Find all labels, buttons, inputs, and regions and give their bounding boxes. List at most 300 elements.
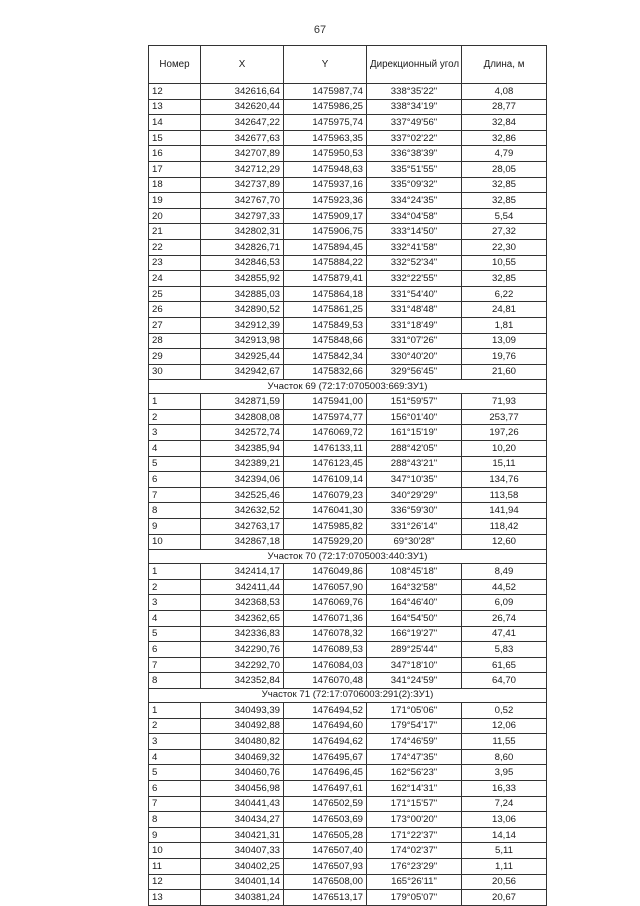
- point-number-cell: 15: [149, 130, 201, 146]
- length-cell: 141,94: [462, 503, 547, 519]
- y-coordinate-cell: 1476494,52: [284, 702, 367, 718]
- x-coordinate-cell: 342846,53: [201, 255, 284, 271]
- point-number-cell: 22: [149, 239, 201, 255]
- y-coordinate-cell: 1476508,00: [284, 874, 367, 890]
- direction-angle-cell: 171°22'37": [367, 827, 462, 843]
- point-number-cell: 8: [149, 503, 201, 519]
- y-coordinate-cell: 1476079,23: [284, 487, 367, 503]
- page-number: 67: [313, 24, 327, 36]
- length-cell: 32,86: [462, 130, 547, 146]
- x-coordinate-cell: 342867,18: [201, 534, 284, 550]
- x-coordinate-cell: 342362,65: [201, 611, 284, 627]
- point-number-cell: 14: [149, 115, 201, 131]
- coordinates-table: [148, 45, 547, 906]
- y-coordinate-cell: 1475848,66: [284, 333, 367, 349]
- length-cell: 26,74: [462, 611, 547, 627]
- y-coordinate-cell: 1476494,60: [284, 718, 367, 734]
- point-number-cell: 17: [149, 161, 201, 177]
- x-coordinate-cell: 342890,52: [201, 302, 284, 318]
- length-cell: 28,05: [462, 161, 547, 177]
- direction-angle-cell: 164°46'40": [367, 595, 462, 611]
- point-number-cell: 26: [149, 302, 201, 318]
- y-coordinate-cell: 1475963,35: [284, 130, 367, 146]
- direction-angle-cell: 165°26'11": [367, 874, 462, 890]
- x-coordinate-cell: 340421,31: [201, 827, 284, 843]
- x-coordinate-cell: 342802,31: [201, 224, 284, 240]
- point-number-cell: 2: [149, 409, 201, 425]
- table-row: [149, 99, 547, 115]
- table-row: [149, 734, 547, 750]
- length-cell: 1,11: [462, 858, 547, 874]
- length-cell: 6,22: [462, 286, 547, 302]
- point-number-cell: 21: [149, 224, 201, 240]
- length-cell: 24,81: [462, 302, 547, 318]
- y-coordinate-cell: 1475974,77: [284, 409, 367, 425]
- table-row: [149, 224, 547, 240]
- direction-angle-cell: 288°42'05": [367, 441, 462, 457]
- direction-angle-cell: 162°14'31": [367, 780, 462, 796]
- table-row: [149, 487, 547, 503]
- point-number-cell: 18: [149, 177, 201, 193]
- direction-angle-cell: 336°38'39": [367, 146, 462, 162]
- table-row: [149, 626, 547, 642]
- x-coordinate-cell: 342808,08: [201, 409, 284, 425]
- x-coordinate-cell: 342385,94: [201, 441, 284, 457]
- y-coordinate-cell: 1475884,22: [284, 255, 367, 271]
- section-title-row: [149, 550, 547, 564]
- direction-angle-cell: 347°10'35": [367, 472, 462, 488]
- x-coordinate-cell: 342368,53: [201, 595, 284, 611]
- x-coordinate-cell: 342616,64: [201, 84, 284, 100]
- point-number-cell: 5: [149, 765, 201, 781]
- y-coordinate-cell: 1475842,34: [284, 349, 367, 365]
- table-row: [149, 394, 547, 410]
- table-row: [149, 579, 547, 595]
- length-cell: 12,60: [462, 534, 547, 550]
- y-coordinate-cell: 1476497,61: [284, 780, 367, 796]
- y-coordinate-cell: 1476070,48: [284, 673, 367, 689]
- direction-angle-cell: 151°59'57": [367, 394, 462, 410]
- point-number-cell: 9: [149, 519, 201, 535]
- x-coordinate-cell: 340460,76: [201, 765, 284, 781]
- table-row: [149, 130, 547, 146]
- x-coordinate-cell: 342912,39: [201, 317, 284, 333]
- length-cell: 15,11: [462, 456, 547, 472]
- section-title: Участок 71 (72:17:0706003:291(2):ЗУ1): [149, 688, 547, 702]
- table-row: [149, 286, 547, 302]
- table-row: [149, 519, 547, 535]
- length-cell: 1,81: [462, 317, 547, 333]
- y-coordinate-cell: 1475948,63: [284, 161, 367, 177]
- direction-angle-cell: 341°24'59": [367, 673, 462, 689]
- length-cell: 10,20: [462, 441, 547, 457]
- point-number-cell: 23: [149, 255, 201, 271]
- direction-angle-cell: 156°01'40": [367, 409, 462, 425]
- point-number-cell: 27: [149, 317, 201, 333]
- y-coordinate-cell: 1476494,62: [284, 734, 367, 750]
- point-number-cell: 3: [149, 734, 201, 750]
- y-coordinate-cell: 1476123,45: [284, 456, 367, 472]
- header-x: X: [201, 46, 284, 84]
- table-row: [149, 657, 547, 673]
- length-cell: 19,76: [462, 349, 547, 365]
- direction-angle-cell: 108°45'18": [367, 564, 462, 580]
- y-coordinate-cell: 1476496,45: [284, 765, 367, 781]
- direction-angle-cell: 331°18'49": [367, 317, 462, 333]
- y-coordinate-cell: 1476503,69: [284, 812, 367, 828]
- y-coordinate-cell: 1475861,25: [284, 302, 367, 318]
- length-cell: 21,60: [462, 364, 547, 380]
- y-coordinate-cell: 1476495,67: [284, 749, 367, 765]
- length-cell: 4,08: [462, 84, 547, 100]
- y-coordinate-cell: 1476502,59: [284, 796, 367, 812]
- y-coordinate-cell: 1475909,17: [284, 208, 367, 224]
- length-cell: 4,79: [462, 146, 547, 162]
- table-row: [149, 239, 547, 255]
- table-row: [149, 84, 547, 100]
- point-number-cell: 10: [149, 843, 201, 859]
- length-cell: 28,77: [462, 99, 547, 115]
- table-row: [149, 441, 547, 457]
- length-cell: 3,95: [462, 765, 547, 781]
- y-coordinate-cell: 1475975,74: [284, 115, 367, 131]
- x-coordinate-cell: 342707,89: [201, 146, 284, 162]
- table-row: [149, 333, 547, 349]
- point-number-cell: 12: [149, 84, 201, 100]
- point-number-cell: 12: [149, 874, 201, 890]
- direction-angle-cell: 338°34'19": [367, 99, 462, 115]
- y-coordinate-cell: 1475929,20: [284, 534, 367, 550]
- table-row: [149, 812, 547, 828]
- length-cell: 27,32: [462, 224, 547, 240]
- direction-angle-cell: 174°46'59": [367, 734, 462, 750]
- direction-angle-cell: 289°25'44": [367, 642, 462, 658]
- length-cell: 5,83: [462, 642, 547, 658]
- point-number-cell: 2: [149, 579, 201, 595]
- x-coordinate-cell: 342620,44: [201, 99, 284, 115]
- table-row: [149, 564, 547, 580]
- header-y: Y: [284, 46, 367, 84]
- direction-angle-cell: 338°35'22": [367, 84, 462, 100]
- y-coordinate-cell: 1476049,86: [284, 564, 367, 580]
- table-row: [149, 890, 547, 906]
- direction-angle-cell: 334°24'35": [367, 193, 462, 209]
- direction-angle-cell: 174°47'35": [367, 749, 462, 765]
- point-number-cell: 29: [149, 349, 201, 365]
- point-number-cell: 6: [149, 472, 201, 488]
- direction-angle-cell: 174°02'37": [367, 843, 462, 859]
- x-coordinate-cell: 342797,33: [201, 208, 284, 224]
- x-coordinate-cell: 340492,88: [201, 718, 284, 734]
- table-row: [149, 843, 547, 859]
- table-row: [149, 827, 547, 843]
- point-number-cell: 7: [149, 796, 201, 812]
- point-number-cell: 6: [149, 780, 201, 796]
- x-coordinate-cell: 342913,98: [201, 333, 284, 349]
- direction-angle-cell: 331°54'40": [367, 286, 462, 302]
- x-coordinate-cell: 342767,70: [201, 193, 284, 209]
- x-coordinate-cell: 342414,17: [201, 564, 284, 580]
- x-coordinate-cell: 342647,22: [201, 115, 284, 131]
- table-row: [149, 718, 547, 734]
- point-number-cell: 13: [149, 890, 201, 906]
- length-cell: 118,42: [462, 519, 547, 535]
- table-row: [149, 534, 547, 550]
- point-number-cell: 5: [149, 456, 201, 472]
- length-cell: 44,52: [462, 579, 547, 595]
- point-number-cell: 8: [149, 673, 201, 689]
- point-number-cell: 19: [149, 193, 201, 209]
- x-coordinate-cell: 342292,70: [201, 657, 284, 673]
- x-coordinate-cell: 342336,83: [201, 626, 284, 642]
- y-coordinate-cell: 1475986,25: [284, 99, 367, 115]
- direction-angle-cell: 332°22'55": [367, 271, 462, 287]
- point-number-cell: 16: [149, 146, 201, 162]
- x-coordinate-cell: 342712,29: [201, 161, 284, 177]
- y-coordinate-cell: 1476507,93: [284, 858, 367, 874]
- direction-angle-cell: 171°15'57": [367, 796, 462, 812]
- y-coordinate-cell: 1475906,75: [284, 224, 367, 240]
- table-row: [149, 472, 547, 488]
- point-number-cell: 11: [149, 858, 201, 874]
- y-coordinate-cell: 1476084,03: [284, 657, 367, 673]
- point-number-cell: 9: [149, 827, 201, 843]
- table-row: [149, 858, 547, 874]
- point-number-cell: 5: [149, 626, 201, 642]
- point-number-cell: 4: [149, 611, 201, 627]
- direction-angle-cell: 162°56'23": [367, 765, 462, 781]
- table-row: [149, 456, 547, 472]
- point-number-cell: 28: [149, 333, 201, 349]
- x-coordinate-cell: 340402,25: [201, 858, 284, 874]
- x-coordinate-cell: 342942,67: [201, 364, 284, 380]
- y-coordinate-cell: 1475923,36: [284, 193, 367, 209]
- table-row: [149, 673, 547, 689]
- point-number-cell: 25: [149, 286, 201, 302]
- y-coordinate-cell: 1476133,11: [284, 441, 367, 457]
- direction-angle-cell: 164°54'50": [367, 611, 462, 627]
- x-coordinate-cell: 340434,27: [201, 812, 284, 828]
- x-coordinate-cell: 342411,44: [201, 579, 284, 595]
- direction-angle-cell: 329°56'45": [367, 364, 462, 380]
- point-number-cell: 10: [149, 534, 201, 550]
- point-number-cell: 2: [149, 718, 201, 734]
- x-coordinate-cell: 342763,17: [201, 519, 284, 535]
- x-coordinate-cell: 342525,46: [201, 487, 284, 503]
- y-coordinate-cell: 1475832,66: [284, 364, 367, 380]
- point-number-cell: 8: [149, 812, 201, 828]
- length-cell: 197,26: [462, 425, 547, 441]
- direction-angle-cell: 171°05'06": [367, 702, 462, 718]
- point-number-cell: 20: [149, 208, 201, 224]
- x-coordinate-cell: 340456,98: [201, 780, 284, 796]
- direction-angle-cell: 331°07'26": [367, 333, 462, 349]
- direction-angle-cell: 333°14'50": [367, 224, 462, 240]
- point-number-cell: 4: [149, 749, 201, 765]
- point-number-cell: 30: [149, 364, 201, 380]
- x-coordinate-cell: 340469,32: [201, 749, 284, 765]
- direction-angle-cell: 331°26'14": [367, 519, 462, 535]
- table-row: [149, 255, 547, 271]
- length-cell: 32,85: [462, 271, 547, 287]
- y-coordinate-cell: 1475849,53: [284, 317, 367, 333]
- direction-angle-cell: 337°02'22": [367, 130, 462, 146]
- length-cell: 16,33: [462, 780, 547, 796]
- x-coordinate-cell: 342925,44: [201, 349, 284, 365]
- length-cell: 47,41: [462, 626, 547, 642]
- section-title-row: [149, 688, 547, 702]
- table-row: [149, 595, 547, 611]
- table-row: [149, 874, 547, 890]
- direction-angle-cell: 337°49'56": [367, 115, 462, 131]
- header-length: Длина, м: [462, 46, 547, 84]
- table-row: [149, 193, 547, 209]
- y-coordinate-cell: 1476069,72: [284, 425, 367, 441]
- direction-angle-cell: 179°05'07": [367, 890, 462, 906]
- length-cell: 32,84: [462, 115, 547, 131]
- y-coordinate-cell: 1476505,28: [284, 827, 367, 843]
- length-cell: 5,11: [462, 843, 547, 859]
- length-cell: 134,76: [462, 472, 547, 488]
- length-cell: 13,09: [462, 333, 547, 349]
- length-cell: 253,77: [462, 409, 547, 425]
- direction-angle-cell: 347°18'10": [367, 657, 462, 673]
- table-row: [149, 642, 547, 658]
- section-title-row: [149, 380, 547, 394]
- y-coordinate-cell: 1476069,76: [284, 595, 367, 611]
- x-coordinate-cell: 340441,43: [201, 796, 284, 812]
- table-row: [149, 749, 547, 765]
- direction-angle-cell: 179°54'17": [367, 718, 462, 734]
- length-cell: 14,14: [462, 827, 547, 843]
- point-number-cell: 6: [149, 642, 201, 658]
- table-body: [149, 84, 547, 906]
- point-number-cell: 7: [149, 487, 201, 503]
- y-coordinate-cell: 1475864,18: [284, 286, 367, 302]
- length-cell: 0,52: [462, 702, 547, 718]
- length-cell: 32,85: [462, 193, 547, 209]
- point-number-cell: 4: [149, 441, 201, 457]
- direction-angle-cell: 335°09'32": [367, 177, 462, 193]
- length-cell: 20,67: [462, 890, 547, 906]
- x-coordinate-cell: 342855,92: [201, 271, 284, 287]
- direction-angle-cell: 164°32'58": [367, 579, 462, 595]
- table-row: [149, 161, 547, 177]
- y-coordinate-cell: 1476513,17: [284, 890, 367, 906]
- table-row: [149, 317, 547, 333]
- direction-angle-cell: 166°19'27": [367, 626, 462, 642]
- length-cell: 10,55: [462, 255, 547, 271]
- x-coordinate-cell: 342290,76: [201, 642, 284, 658]
- table-row: [149, 208, 547, 224]
- y-coordinate-cell: 1475894,45: [284, 239, 367, 255]
- direction-angle-cell: 336°59'30": [367, 503, 462, 519]
- length-cell: 61,65: [462, 657, 547, 673]
- direction-angle-cell: 161°15'19": [367, 425, 462, 441]
- length-cell: 8,60: [462, 749, 547, 765]
- y-coordinate-cell: 1476071,36: [284, 611, 367, 627]
- length-cell: 7,24: [462, 796, 547, 812]
- table-header-row: [149, 46, 547, 84]
- y-coordinate-cell: 1475879,41: [284, 271, 367, 287]
- table-row: [149, 302, 547, 318]
- table-row: [149, 409, 547, 425]
- length-cell: 13,06: [462, 812, 547, 828]
- point-number-cell: 3: [149, 425, 201, 441]
- direction-angle-cell: 332°52'34": [367, 255, 462, 271]
- direction-angle-cell: 340°29'29": [367, 487, 462, 503]
- table-row: [149, 364, 547, 380]
- length-cell: 5,54: [462, 208, 547, 224]
- table-row: [149, 702, 547, 718]
- x-coordinate-cell: 342394,06: [201, 472, 284, 488]
- length-cell: 8,49: [462, 564, 547, 580]
- point-number-cell: 3: [149, 595, 201, 611]
- x-coordinate-cell: 342871,59: [201, 394, 284, 410]
- header-number: Номер: [149, 46, 201, 84]
- header-angle: Дирекционный угол: [367, 46, 462, 84]
- y-coordinate-cell: 1476507,40: [284, 843, 367, 859]
- x-coordinate-cell: 340381,24: [201, 890, 284, 906]
- x-coordinate-cell: 340407,33: [201, 843, 284, 859]
- section-title: Участок 69 (72:17:0705003:669:ЗУ1): [149, 380, 547, 394]
- length-cell: 11,55: [462, 734, 547, 750]
- table-row: [149, 503, 547, 519]
- table-row: [149, 146, 547, 162]
- table-row: [149, 271, 547, 287]
- x-coordinate-cell: 340480,82: [201, 734, 284, 750]
- y-coordinate-cell: 1476078,32: [284, 626, 367, 642]
- direction-angle-cell: 334°04'58": [367, 208, 462, 224]
- table-row: [149, 611, 547, 627]
- y-coordinate-cell: 1476057,90: [284, 579, 367, 595]
- x-coordinate-cell: 342389,21: [201, 456, 284, 472]
- x-coordinate-cell: 342885,03: [201, 286, 284, 302]
- length-cell: 12,06: [462, 718, 547, 734]
- direction-angle-cell: 69°30'28": [367, 534, 462, 550]
- direction-angle-cell: 332°41'58": [367, 239, 462, 255]
- section-title: Участок 70 (72:17:0705003:440:ЗУ1): [149, 550, 547, 564]
- direction-angle-cell: 176°23'29": [367, 858, 462, 874]
- point-number-cell: 1: [149, 564, 201, 580]
- length-cell: 32,85: [462, 177, 547, 193]
- length-cell: 113,58: [462, 487, 547, 503]
- x-coordinate-cell: 340401,14: [201, 874, 284, 890]
- direction-angle-cell: 331°48'48": [367, 302, 462, 318]
- x-coordinate-cell: 342572,74: [201, 425, 284, 441]
- length-cell: 20,56: [462, 874, 547, 890]
- direction-angle-cell: 173°00'20": [367, 812, 462, 828]
- table-row: [149, 796, 547, 812]
- x-coordinate-cell: 342352,84: [201, 673, 284, 689]
- table-row: [149, 765, 547, 781]
- direction-angle-cell: 288°43'21": [367, 456, 462, 472]
- x-coordinate-cell: 340493,39: [201, 702, 284, 718]
- table-row: [149, 349, 547, 365]
- y-coordinate-cell: 1476109,14: [284, 472, 367, 488]
- table-row: [149, 780, 547, 796]
- x-coordinate-cell: 342737,89: [201, 177, 284, 193]
- length-cell: 22,30: [462, 239, 547, 255]
- table-row: [149, 425, 547, 441]
- y-coordinate-cell: 1475937,16: [284, 177, 367, 193]
- x-coordinate-cell: 342632,52: [201, 503, 284, 519]
- y-coordinate-cell: 1475985,82: [284, 519, 367, 535]
- y-coordinate-cell: 1475941,00: [284, 394, 367, 410]
- point-number-cell: 1: [149, 394, 201, 410]
- table-row: [149, 115, 547, 131]
- y-coordinate-cell: 1476041,30: [284, 503, 367, 519]
